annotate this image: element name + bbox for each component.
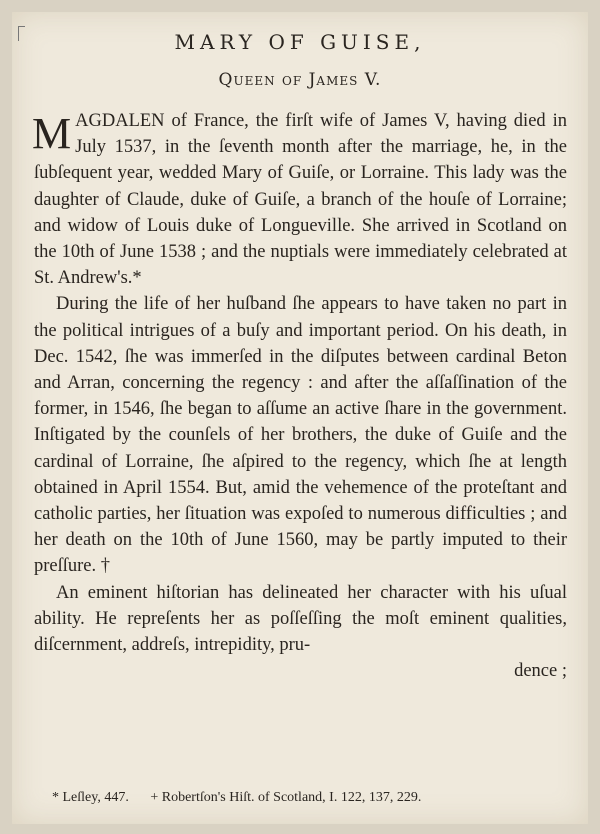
body-text bbox=[34, 108, 567, 684]
paragraph-1 bbox=[34, 108, 567, 291]
page-title: MARY OF GUISE, bbox=[174, 30, 426, 54]
document-page bbox=[12, 12, 588, 824]
drop-cap: M bbox=[32, 109, 72, 158]
paragraph-3: An eminent hiſtorian has delineated her character with his uſual ability. He repreſents her as poſſeſſing the moſt eminent qualities, diſcernment, addreſs, intrepidity, pru- bbox=[34, 582, 567, 656]
footnote-1: * Leſley, 447. bbox=[52, 790, 129, 805]
footnote-2: + Robertſon's Hiſt. of Scotland, I. 122, 137, 229. bbox=[150, 790, 422, 805]
paragraph-2: During the life of her huſband ſhe appears to have taken no part in the political intrigues of a buſy and important period. On his death, in Dec. 1542, ſhe was immerſed in the diſputes between cardinal Beton and Arran, concerning the regency : and after the aſſaſſination of the former, in 1546, ſhe began to aſſume an active ſhare in the government. Inſtigated by the counſels of her brothers, the duke of Guiſe and the cardinal of Lorraine, ſhe aſpired to the regency, which ſhe at length obtained in April 1554. But, amid the vehemence of the proteſtant and catholic parties, her ſituation was expoſed to numerous difficulties ; and her death on the 10th of June 1560, may be partly imputed to their preſſure. † bbox=[34, 294, 567, 577]
page-subtitle: Queen of James V. bbox=[218, 70, 382, 90]
footnotes bbox=[52, 790, 552, 806]
catchword: dence ; bbox=[514, 661, 567, 682]
paragraph-1-text: AGDALEN of France, the firſt wife of James V, having died in July 1537, in the ſeventh month after the marriage, he, in the ſubſequent year, wedded Mary of Guiſe, or Lorraine. This lady was the daughter of Claude, duke of Guiſe, a branch of the houſe of Lorraine; and widow of Louis duke of Longueville. She arrived in Scotland on the 10th of June 1538 ; and the nuptials were immediately celebrated at St. Andrew's.* bbox=[34, 111, 567, 289]
